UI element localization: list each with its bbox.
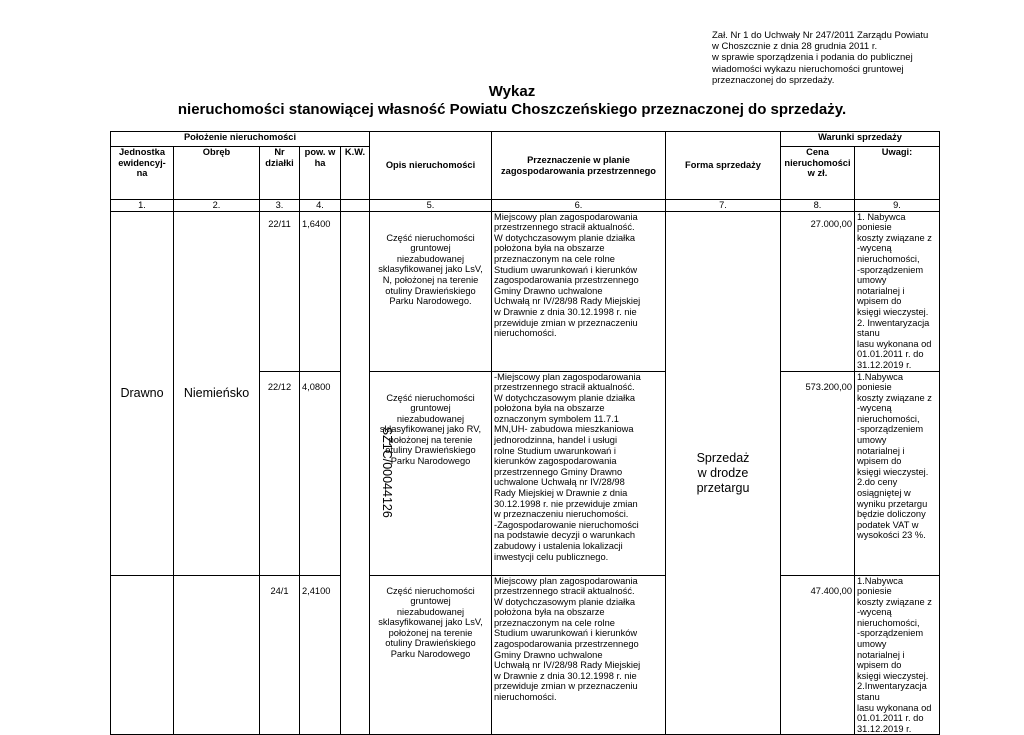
property-table [110,131,940,735]
annotation-line: Zał. Nr 1 do Uchwały Nr 247/2011 Zarządu Powiatu [712,30,929,41]
column-number: 5. [370,200,492,212]
cena-cell: 47.400,00 [781,575,855,735]
header-pow: pow. w ha [300,147,341,200]
header-warunki: Warunki sprzedaży [781,132,940,147]
header-cena: Cena nieruchomości w zł. [781,147,855,200]
cena-cell: 27.000,00 [781,211,855,371]
nr-dzialki-cell: 22/11 [260,211,300,371]
pow-cell: 4,0800 [300,371,341,575]
document-subtitle: nieruchomości stanowiącej własność Powiatu Choszczeńskiego przeznaczonej do sprzedaży. [177,101,847,118]
obreb-cell: Niemieńsko [174,211,260,575]
nr-dzialki-cell: 22/12 [260,371,300,575]
uwagi-cell: 1.Nabywca poniesie koszty związane z -wyceną nieruchomości, -sporządzeniem umowy notarialnej i wpisem do księgi wieczystej. 2.do ceny osiągniętej w wyniku przetargu będzie doliczony podatek VAT w wysokości 23 %. [855,371,940,575]
przeznaczenie-cell: Miejscowy plan zagospodarowania przestrzennego stracił aktualność. W dotychczasowym planie działka położona była na obszarze przeznaczonym na cele rolne Studium uwarunkowań i kierunków zagospodarowania przestrzennego Gminy Drawno uchwalone Uchwałą nr IV/28/98 Rady Miejskiej w Drawnie z dnia 30.12.1998 r. nie przewiduje zmian w przeznaczeniu nieruchomości. [492,211,666,371]
column-number: 4. [300,200,341,212]
header-kw: K.W. [341,147,370,200]
przeznaczenie-cell: Miejscowy plan zagospodarowania przestrzennego stracił aktualność. W dotychczasowym planie działka położona była na obszarze przeznaczonym na cele rolne Studium uwarunkowań i kierunków zagospodarowania przestrzennego Gminy Drawno uchwalone Uchwałą nr IV/28/98 Rady Miejskiej w Drawnie z dnia 30.12.1998 r. nie przewiduje zmian w przeznaczeniu nieruchomości. [492,575,666,735]
uwagi-cell: 1.Nabywca poniesie koszty związane z -wyceną nieruchomości, -sporządzeniem umowy notarialnej i wpisem do księgi wieczystej. 2.Inwentaryzacja stanu lasu wykonana od 01.01.2011 r. do 31.12.2019 r. [855,575,940,735]
header-forma: Forma sprzedaży [666,132,781,200]
document-title: Wykaz [488,83,536,100]
pow-cell: 2,4100 [300,575,341,735]
table-row [111,211,940,371]
cena-cell: 573.200,00 [781,371,855,575]
uwagi-cell: 1. Nabywca poniesie koszty związane z -wyceną nieruchomości, -sporządzeniem umowy notarialnej i wpisem do księgi wieczystej. 2. Inwentaryzacja stanu lasu wykonana od 01.01.2011 r. do 31.12.2019 r. [855,211,940,371]
column-number: 7. [666,200,781,212]
header-opis: Opis nieruchomości [370,132,492,200]
opis-cell: Część nieruchomości gruntowej niezabudowanej sklasyfikowanej jako LsV, położonej na terenie otuliny Drawieńskiego Parku Narodowego [370,575,492,735]
header-uwagi: Uwagi: [855,147,940,200]
annotation-line: przeznaczonej do sprzedaży. [712,74,835,86]
header-nr-dzialki: Nr działki [260,147,300,200]
jednostka-cell: Drawno [111,211,174,575]
column-number: 3. [260,200,300,212]
pow-cell: 1,6400 [300,211,341,371]
table-row [111,575,940,735]
opis-cell: Część nieruchomości gruntowej niezabudowanej sklasyfikowanej jako LsV, N, położonej na terenie otuliny Drawieńskiego Parku Narodowego. [370,211,492,371]
nr-dzialki-cell: 24/1 [260,575,300,735]
jednostka-cell-empty [111,575,174,735]
kw-cell [341,211,394,735]
annotation-line: w Choszcznie z dnia 28 grudnia 2011 r. [712,41,878,53]
header-obreb: Obręb [174,147,260,200]
column-number: 8. [781,200,855,212]
column-number: 6. [492,200,666,212]
annotation-line: w sprawie sporządzenia i podania do publicznej [712,52,913,64]
annotation-line: wiadomości wykazu nieruchomości gruntowej [712,63,904,75]
resolution-annotation [712,30,928,86]
header-polozenie: Położenie nieruchomości [111,132,370,147]
kw-number: SZ1C/00044126 [379,426,394,519]
opis-cell: Część nieruchomości gruntowej niezabudowanej sklasyfikowanej jako RV, położonej na terenie otuliny Drawieńskiego Parku Narodowego [370,371,492,575]
column-number: 2. [174,200,260,212]
header-przeznaczenie: Przeznaczenie w planie zagospodarowania przestrzennego [492,132,666,200]
przeznaczenie-cell: -Miejscowy plan zagospodarowania przestrzennego stracił aktualność. W dotychczasowym planie działka położona była na obszarze oznaczonym symbolem 11.7.1 MN,UH- zabudowa mieszkaniowa jednorodzinna, handel i usługi rolne Studium uwarunkowań i kierunków zagospodarowania przestrzennego Gminy Drawno uchwalone Uchwałą nr IV/28/98 Rady Miejskiej w Drawnie z dnia 30.12.1998 r. nie przewiduje zmian w przeznaczeniu nieruchomości. -Zagospodarowanie nieruchomości na podstawie decyzji o warunkach zabudowy i ustalenia lokalizacji inwestycji celu publicznego. [492,371,666,575]
column-number: 1. [111,200,174,212]
column-number-empty [341,200,370,212]
obreb-cell-empty [174,575,260,735]
column-number: 9. [855,200,940,212]
forma-cell: Sprzedaż w drodze przetargu [666,211,781,735]
header-jednostka: Jednostka ewidencyj-na [111,147,174,200]
